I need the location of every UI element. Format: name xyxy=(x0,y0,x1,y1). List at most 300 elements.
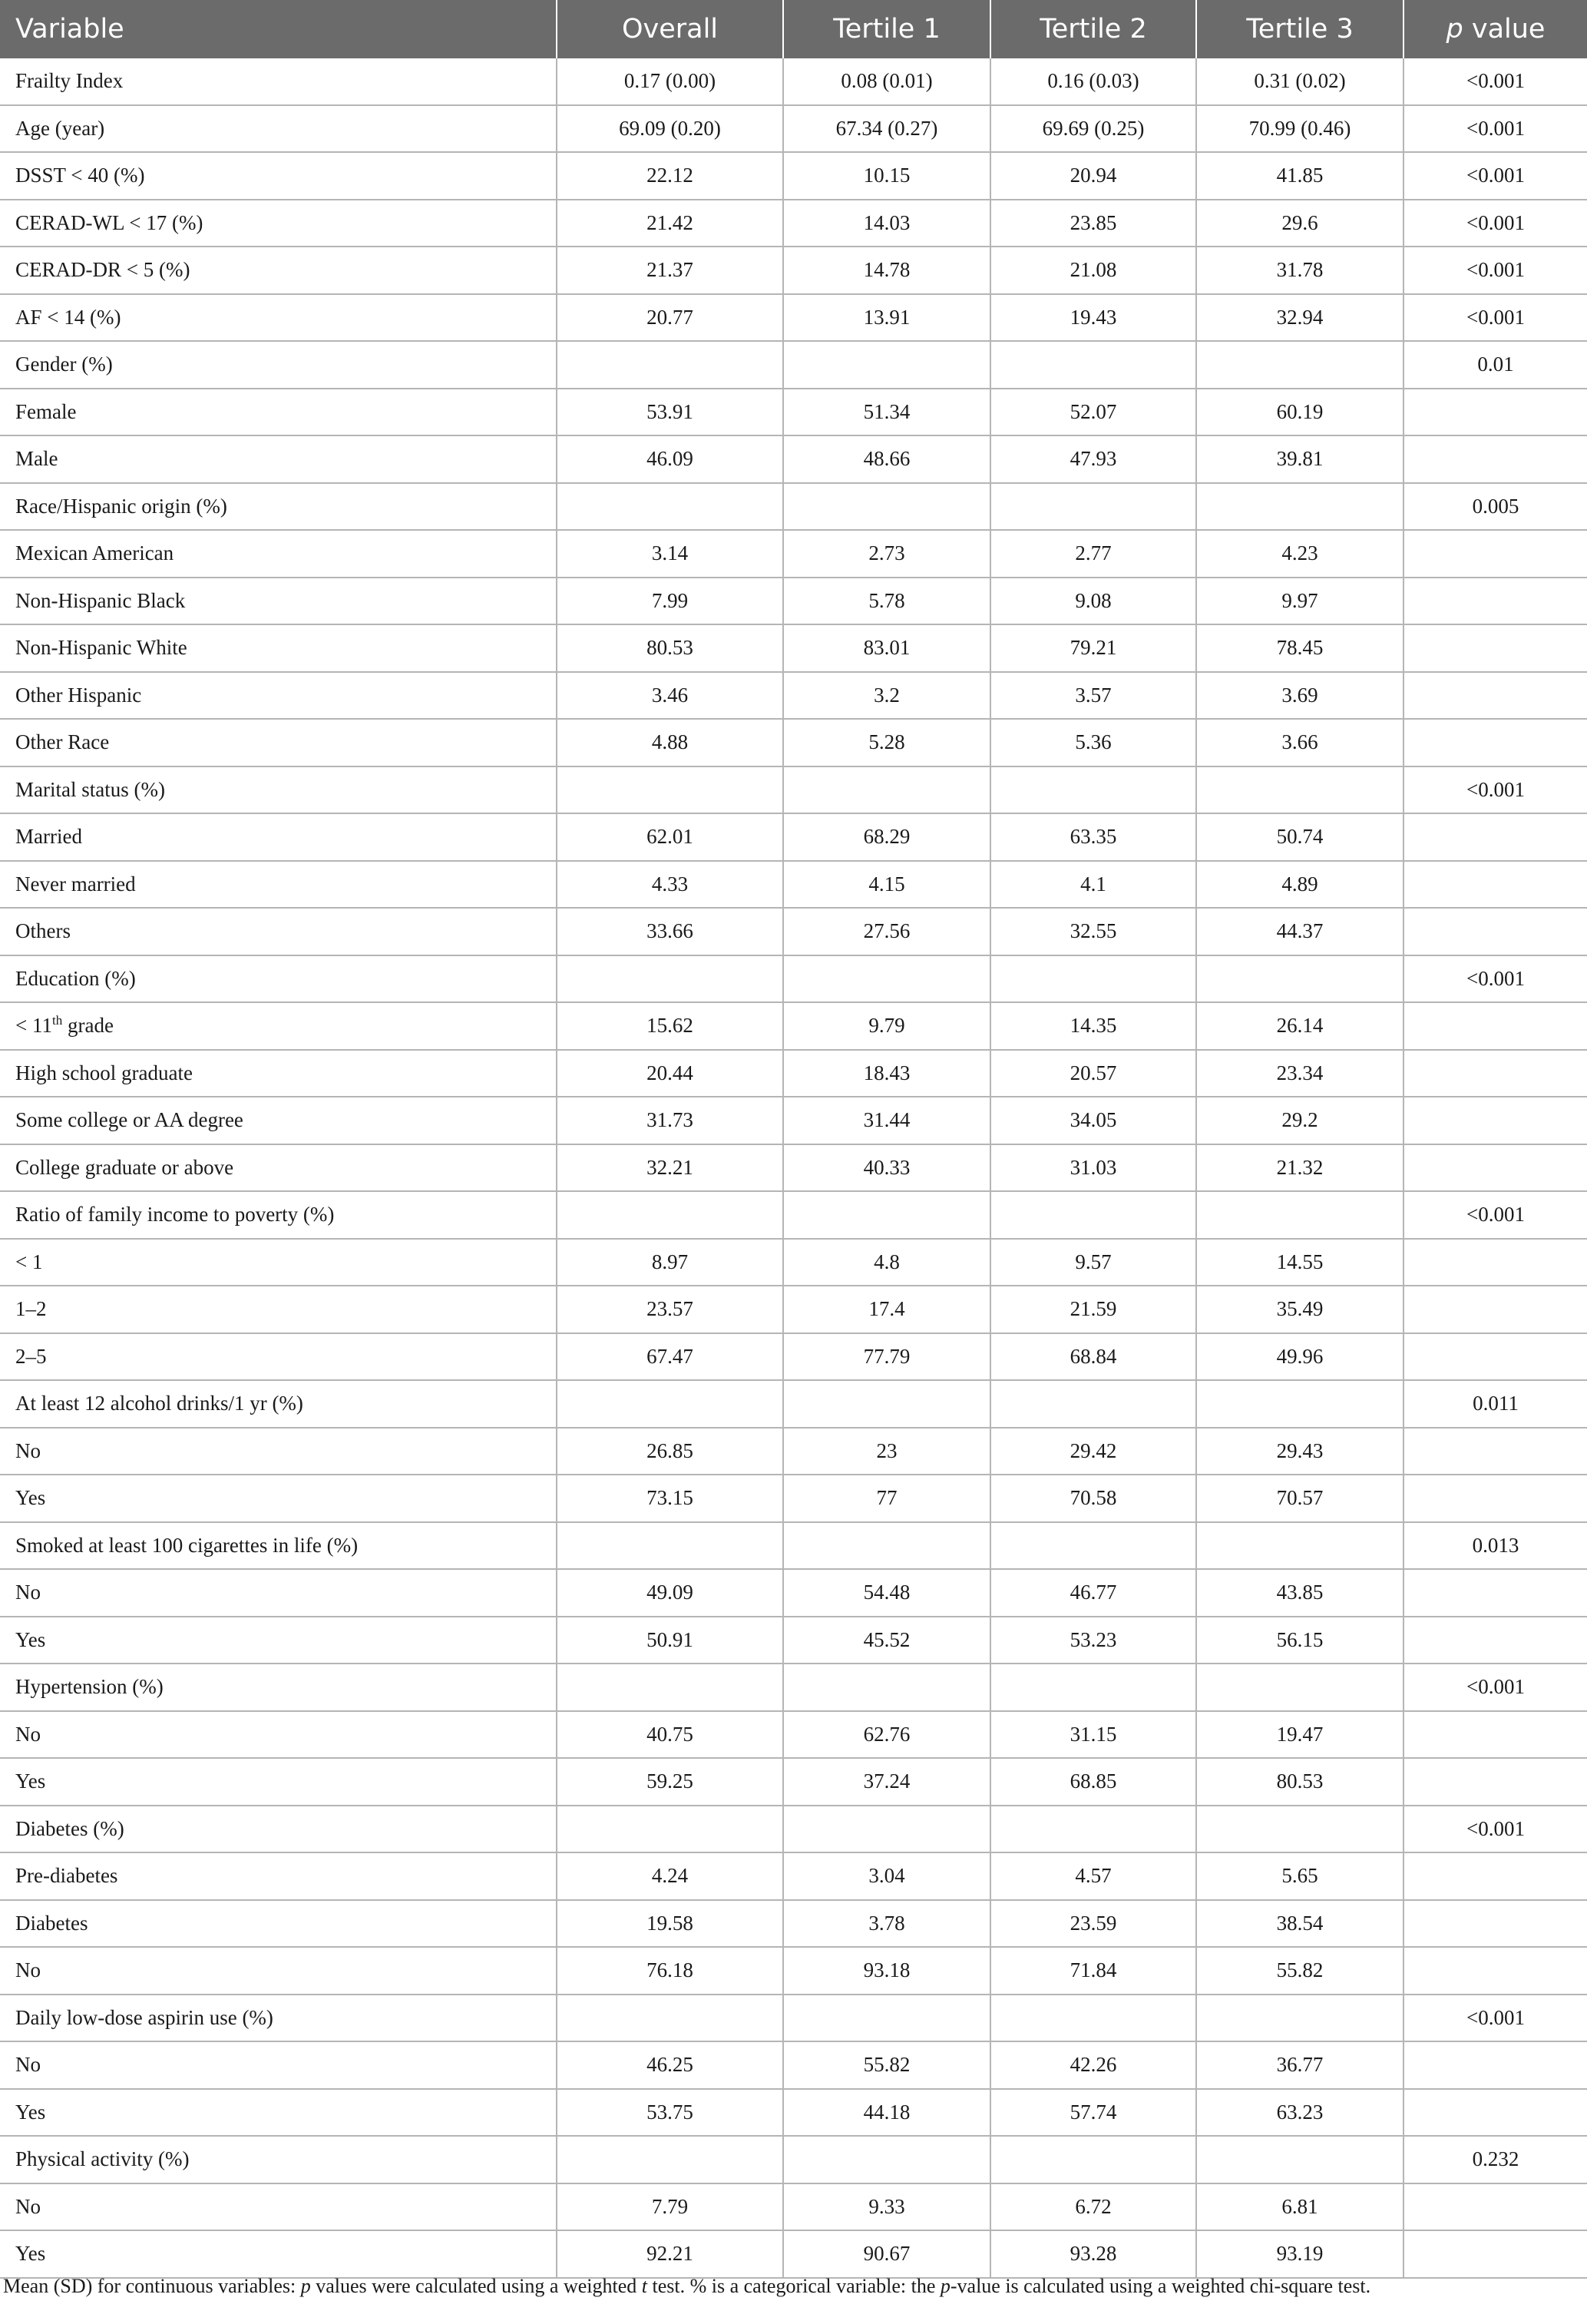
cell-p-value xyxy=(1404,813,1587,861)
cell-tertile-2: 20.94 xyxy=(990,152,1196,200)
cell-p-value xyxy=(1404,389,1587,436)
cell-p-value: <0.001 xyxy=(1404,1191,1587,1239)
cell-p-value xyxy=(1404,1144,1587,1192)
cell-overall xyxy=(557,766,783,814)
table-row xyxy=(0,58,1587,105)
cell-tertile-1: 55.82 xyxy=(783,2041,990,2089)
cell-tertile-2: 79.21 xyxy=(990,624,1196,672)
table-row xyxy=(0,152,1587,200)
cell-tertile-2: 69.69 (0.25) xyxy=(990,105,1196,153)
table-row xyxy=(0,1333,1587,1381)
cell-overall xyxy=(557,483,783,531)
cell-p-value xyxy=(1404,1239,1587,1286)
cell-variable xyxy=(0,624,557,672)
cell-tertile-2: 34.05 xyxy=(990,1097,1196,1144)
variable-label: < 1 xyxy=(15,1250,43,1273)
cell-tertile-1: 27.56 xyxy=(783,908,990,955)
cell-tertile-2: 4.1 xyxy=(990,861,1196,909)
cell-variable xyxy=(0,1286,557,1333)
cell-tertile-1: 3.04 xyxy=(783,1852,990,1900)
cell-tertile-3: 41.85 xyxy=(1196,152,1404,200)
cell-tertile-1: 62.76 xyxy=(783,1711,990,1759)
variable-label: Frailty Index xyxy=(15,69,124,93)
cell-overall xyxy=(557,1522,783,1570)
variable-label: Marital status (%) xyxy=(15,777,165,801)
cell-tertile-2: 68.84 xyxy=(990,1333,1196,1381)
variable-label: CERAD-DR < 5 (%) xyxy=(15,258,190,282)
cell-overall: 53.75 xyxy=(557,2089,783,2137)
cell-p-value: <0.001 xyxy=(1404,766,1587,814)
variable-label: Yes xyxy=(15,1486,46,1510)
table-row xyxy=(0,578,1587,625)
cell-variable xyxy=(0,247,557,294)
cell-variable xyxy=(0,1097,557,1144)
variable-label-suffix: grade xyxy=(62,1014,114,1038)
variable-label: CERAD-WL < 17 (%) xyxy=(15,210,203,234)
cell-tertile-2: 21.59 xyxy=(990,1286,1196,1333)
cell-overall: 4.24 xyxy=(557,1852,783,1900)
cell-variable xyxy=(0,1947,557,1995)
table-row xyxy=(0,1711,1587,1759)
table-row xyxy=(0,1239,1587,1286)
cell-p-value xyxy=(1404,2183,1587,2231)
cell-overall: 69.09 (0.20) xyxy=(557,105,783,153)
table-row xyxy=(0,2136,1587,2183)
table-row xyxy=(0,955,1587,1003)
cell-tertile-3: 14.55 xyxy=(1196,1239,1404,1286)
variable-label: 1–2 xyxy=(15,1297,47,1321)
cell-overall: 80.53 xyxy=(557,624,783,672)
table-row xyxy=(0,1428,1587,1475)
cell-tertile-1: 90.67 xyxy=(783,2230,990,2278)
cell-p-value xyxy=(1404,1617,1587,1664)
cell-tertile-3: 70.99 (0.46) xyxy=(1196,105,1404,153)
cell-tertile-2: 2.77 xyxy=(990,530,1196,578)
cell-overall: 19.58 xyxy=(557,1900,783,1948)
cell-tertile-2: 23.85 xyxy=(990,200,1196,247)
cell-variable xyxy=(0,105,557,153)
table-body xyxy=(0,58,1587,2278)
header-tertile-2: Tertile 2 xyxy=(990,0,1196,58)
cell-tertile-3: 56.15 xyxy=(1196,1617,1404,1664)
cell-variable xyxy=(0,1239,557,1286)
cell-p-value xyxy=(1404,435,1587,483)
cell-tertile-1 xyxy=(783,766,990,814)
footnote-part-2: values were calculated using a weighted xyxy=(310,2275,642,2297)
cell-tertile-3: 50.74 xyxy=(1196,813,1404,861)
cell-overall: 32.21 xyxy=(557,1144,783,1192)
table-row xyxy=(0,861,1587,909)
cell-tertile-2 xyxy=(990,1380,1196,1428)
footnote-part-4: -value is calculated using a weighted chi-square test. xyxy=(950,2275,1371,2297)
cell-tertile-2: 9.57 xyxy=(990,1239,1196,1286)
header-p-value xyxy=(1404,0,1587,58)
table-row xyxy=(0,200,1587,247)
cell-p-value xyxy=(1404,861,1587,909)
cell-tertile-2: 4.57 xyxy=(990,1852,1196,1900)
cell-overall: 21.37 xyxy=(557,247,783,294)
cell-overall: 3.14 xyxy=(557,530,783,578)
table-row xyxy=(0,1097,1587,1144)
cell-tertile-1 xyxy=(783,955,990,1003)
variable-label: Other Hispanic xyxy=(15,683,142,707)
cell-p-value xyxy=(1404,1947,1587,1995)
variable-label: < 11 xyxy=(15,1014,52,1038)
table-row xyxy=(0,908,1587,955)
cell-overall xyxy=(557,1191,783,1239)
cell-variable xyxy=(0,294,557,342)
cell-tertile-3 xyxy=(1196,1380,1404,1428)
cell-p-value xyxy=(1404,672,1587,720)
cell-tertile-3: 44.37 xyxy=(1196,908,1404,955)
cell-tertile-1: 2.73 xyxy=(783,530,990,578)
cell-variable xyxy=(0,1758,557,1806)
cell-tertile-2 xyxy=(990,766,1196,814)
cell-p-value xyxy=(1404,1475,1587,1522)
cell-variable xyxy=(0,672,557,720)
cell-tertile-3: 39.81 xyxy=(1196,435,1404,483)
cell-overall: 15.62 xyxy=(557,1002,783,1050)
cell-overall: 59.25 xyxy=(557,1758,783,1806)
cell-tertile-3: 60.19 xyxy=(1196,389,1404,436)
cell-tertile-1: 13.91 xyxy=(783,294,990,342)
cell-tertile-1: 54.48 xyxy=(783,1569,990,1617)
cell-tertile-3 xyxy=(1196,1995,1404,2042)
variable-label: Hypertension (%) xyxy=(15,1675,164,1699)
table-footnote xyxy=(0,2275,1587,2298)
cell-p-value xyxy=(1404,2041,1587,2089)
cell-tertile-2 xyxy=(990,1806,1196,1853)
cell-tertile-2: 70.58 xyxy=(990,1475,1196,1522)
cell-tertile-2: 93.28 xyxy=(990,2230,1196,2278)
cell-tertile-3: 3.66 xyxy=(1196,719,1404,766)
variable-label: Daily low-dose aspirin use (%) xyxy=(15,2005,273,2029)
table-row xyxy=(0,1758,1587,1806)
cell-variable xyxy=(0,2183,557,2231)
cell-tertile-2 xyxy=(990,955,1196,1003)
cell-tertile-2: 57.74 xyxy=(990,2089,1196,2137)
cell-overall: 62.01 xyxy=(557,813,783,861)
table-row xyxy=(0,2183,1587,2231)
cell-p-value xyxy=(1404,578,1587,625)
cell-tertile-1: 14.03 xyxy=(783,200,990,247)
cell-tertile-1: 44.18 xyxy=(783,2089,990,2137)
header-tertile-3: Tertile 3 xyxy=(1196,0,1404,58)
cell-tertile-3: 43.85 xyxy=(1196,1569,1404,1617)
cell-tertile-2: 19.43 xyxy=(990,294,1196,342)
variable-label: Yes xyxy=(15,2242,46,2266)
cell-p-value: 0.01 xyxy=(1404,341,1587,389)
cell-overall: 0.17 (0.00) xyxy=(557,58,783,105)
cell-p-value: <0.001 xyxy=(1404,152,1587,200)
cell-tertile-3: 9.97 xyxy=(1196,578,1404,625)
cell-overall: 53.91 xyxy=(557,389,783,436)
cell-tertile-1: 23 xyxy=(783,1428,990,1475)
cell-tertile-3: 63.23 xyxy=(1196,2089,1404,2137)
cell-variable xyxy=(0,389,557,436)
cell-tertile-2: 68.85 xyxy=(990,1758,1196,1806)
cell-variable xyxy=(0,1380,557,1428)
cell-p-value xyxy=(1404,1333,1587,1381)
cell-tertile-3: 55.82 xyxy=(1196,1947,1404,1995)
cell-tertile-2: 21.08 xyxy=(990,247,1196,294)
cell-tertile-1: 77 xyxy=(783,1475,990,1522)
cell-tertile-3: 93.19 xyxy=(1196,2230,1404,2278)
table-row xyxy=(0,1617,1587,1664)
cell-tertile-1: 5.28 xyxy=(783,719,990,766)
cell-overall: 23.57 xyxy=(557,1286,783,1333)
cell-tertile-2 xyxy=(990,341,1196,389)
cell-variable xyxy=(0,341,557,389)
cell-variable xyxy=(0,719,557,766)
cell-tertile-1: 3.78 xyxy=(783,1900,990,1948)
cell-overall: 4.88 xyxy=(557,719,783,766)
variable-label: No xyxy=(15,2194,41,2218)
cell-tertile-1 xyxy=(783,2136,990,2183)
header-overall: Overall xyxy=(557,0,783,58)
variable-label: No xyxy=(15,1722,41,1746)
cell-tertile-3: 29.6 xyxy=(1196,200,1404,247)
table-row xyxy=(0,1569,1587,1617)
table-row xyxy=(0,1664,1587,1711)
cell-p-value: <0.001 xyxy=(1404,200,1587,247)
variable-label: Female xyxy=(15,399,77,423)
cell-tertile-3: 36.77 xyxy=(1196,2041,1404,2089)
table-row xyxy=(0,105,1587,153)
cell-variable xyxy=(0,2136,557,2183)
cell-overall: 26.85 xyxy=(557,1428,783,1475)
cell-variable xyxy=(0,152,557,200)
cell-tertile-3 xyxy=(1196,341,1404,389)
table-row xyxy=(0,672,1587,720)
cell-variable xyxy=(0,1475,557,1522)
variable-label: DSST < 40 (%) xyxy=(15,164,145,187)
table-row xyxy=(0,1852,1587,1900)
table-row xyxy=(0,1522,1587,1570)
cell-tertile-3: 80.53 xyxy=(1196,1758,1404,1806)
cell-tertile-1 xyxy=(783,341,990,389)
cell-tertile-3: 49.96 xyxy=(1196,1333,1404,1381)
cell-tertile-3: 4.89 xyxy=(1196,861,1404,909)
table-row xyxy=(0,389,1587,436)
cell-variable xyxy=(0,908,557,955)
cell-tertile-2 xyxy=(990,1664,1196,1711)
cell-p-value xyxy=(1404,1050,1587,1097)
cell-variable xyxy=(0,1900,557,1948)
cell-tertile-3 xyxy=(1196,483,1404,531)
variable-label: At least 12 alcohol drinks/1 yr (%) xyxy=(15,1392,303,1415)
cell-overall: 46.09 xyxy=(557,435,783,483)
footnote-t-italic: t xyxy=(641,2275,647,2297)
cell-tertile-1: 17.4 xyxy=(783,1286,990,1333)
table-row xyxy=(0,341,1587,389)
table-row xyxy=(0,247,1587,294)
cell-tertile-2: 53.23 xyxy=(990,1617,1196,1664)
cell-p-value xyxy=(1404,1002,1587,1050)
cell-p-value xyxy=(1404,2230,1587,2278)
table-row xyxy=(0,1947,1587,1995)
cell-p-value: <0.001 xyxy=(1404,955,1587,1003)
variable-label: Race/Hispanic origin (%) xyxy=(15,494,227,518)
variable-label: Other Race xyxy=(15,730,110,754)
cell-tertile-2 xyxy=(990,1522,1196,1570)
cell-variable xyxy=(0,1428,557,1475)
table-row xyxy=(0,719,1587,766)
footnote-part-3: test. % is a categorical variable: the xyxy=(646,2275,941,2297)
table-row xyxy=(0,294,1587,342)
cell-tertile-1: 3.2 xyxy=(783,672,990,720)
cell-tertile-2: 6.72 xyxy=(990,2183,1196,2231)
cell-tertile-1 xyxy=(783,483,990,531)
cell-tertile-1: 14.78 xyxy=(783,247,990,294)
cell-tertile-1: 67.34 (0.27) xyxy=(783,105,990,153)
variable-label: Never married xyxy=(15,872,136,896)
cell-tertile-1: 4.15 xyxy=(783,861,990,909)
cell-p-value xyxy=(1404,624,1587,672)
variable-label: Married xyxy=(15,825,82,849)
table-row xyxy=(0,766,1587,814)
cell-overall xyxy=(557,341,783,389)
cell-tertile-3: 3.69 xyxy=(1196,672,1404,720)
cell-tertile-1: 0.08 (0.01) xyxy=(783,58,990,105)
cell-tertile-1: 18.43 xyxy=(783,1050,990,1097)
variable-label: Non-Hispanic White xyxy=(15,636,187,660)
cell-tertile-2: 46.77 xyxy=(990,1569,1196,1617)
cell-variable xyxy=(0,483,557,531)
cell-overall xyxy=(557,1806,783,1853)
table-row xyxy=(0,1286,1587,1333)
cell-variable xyxy=(0,1617,557,1664)
cell-tertile-3: 78.45 xyxy=(1196,624,1404,672)
cell-tertile-2: 63.35 xyxy=(990,813,1196,861)
cell-overall: 20.77 xyxy=(557,294,783,342)
cell-variable xyxy=(0,2089,557,2137)
cell-overall: 67.47 xyxy=(557,1333,783,1381)
variable-label: No xyxy=(15,1958,41,1982)
cell-tertile-3: 21.32 xyxy=(1196,1144,1404,1192)
cell-variable xyxy=(0,1995,557,2042)
cell-p-value xyxy=(1404,1900,1587,1948)
variable-label: Pre-diabetes xyxy=(15,1864,118,1888)
table-row xyxy=(0,624,1587,672)
variable-label: Gender (%) xyxy=(15,353,113,376)
variable-label: Physical activity (%) xyxy=(15,2147,190,2171)
cell-p-value: <0.001 xyxy=(1404,105,1587,153)
variable-label: College graduate or above xyxy=(15,1155,234,1179)
cell-tertile-2: 20.57 xyxy=(990,1050,1196,1097)
cell-tertile-2: 0.16 (0.03) xyxy=(990,58,1196,105)
cell-tertile-3 xyxy=(1196,1806,1404,1853)
cell-tertile-2: 5.36 xyxy=(990,719,1196,766)
cell-overall xyxy=(557,1380,783,1428)
header-p-rest: value xyxy=(1463,14,1546,45)
variable-label: AF < 14 (%) xyxy=(15,305,121,329)
footnote-p-italic-1: p xyxy=(300,2275,311,2297)
cell-tertile-2: 9.08 xyxy=(990,578,1196,625)
cell-p-value xyxy=(1404,1569,1587,1617)
cell-p-value: 0.013 xyxy=(1404,1522,1587,1570)
cell-tertile-3: 29.43 xyxy=(1196,1428,1404,1475)
cell-tertile-3: 5.65 xyxy=(1196,1852,1404,1900)
cell-p-value: <0.001 xyxy=(1404,247,1587,294)
cell-tertile-1: 4.8 xyxy=(783,1239,990,1286)
table-row xyxy=(0,435,1587,483)
table-row xyxy=(0,1475,1587,1522)
cell-tertile-2 xyxy=(990,1191,1196,1239)
cell-tertile-1 xyxy=(783,1380,990,1428)
variable-label: Age (year) xyxy=(15,116,105,140)
cell-tertile-2: 47.93 xyxy=(990,435,1196,483)
cell-tertile-1 xyxy=(783,1664,990,1711)
cell-tertile-1: 51.34 xyxy=(783,389,990,436)
cell-tertile-3: 29.2 xyxy=(1196,1097,1404,1144)
table-row xyxy=(0,1380,1587,1428)
cell-overall xyxy=(557,1995,783,2042)
variable-label: Some college or AA degree xyxy=(15,1108,243,1132)
cell-tertile-1: 9.79 xyxy=(783,1002,990,1050)
variable-label: Education (%) xyxy=(15,966,136,990)
cell-tertile-1: 10.15 xyxy=(783,152,990,200)
header-p-italic: p xyxy=(1446,14,1463,45)
cell-tertile-1: 68.29 xyxy=(783,813,990,861)
table-row xyxy=(0,1144,1587,1192)
cell-tertile-2 xyxy=(990,483,1196,531)
cell-p-value: 0.232 xyxy=(1404,2136,1587,2183)
cell-tertile-1 xyxy=(783,1806,990,1853)
cell-tertile-1 xyxy=(783,1995,990,2042)
cell-tertile-2: 14.35 xyxy=(990,1002,1196,1050)
cell-variable xyxy=(0,2041,557,2089)
cell-tertile-2: 31.15 xyxy=(990,1711,1196,1759)
cell-variable xyxy=(0,1852,557,1900)
cell-tertile-3 xyxy=(1196,1664,1404,1711)
cell-variable xyxy=(0,1191,557,1239)
cell-p-value xyxy=(1404,530,1587,578)
cell-tertile-1: 77.79 xyxy=(783,1333,990,1381)
cell-overall: 7.79 xyxy=(557,2183,783,2231)
table-row xyxy=(0,1806,1587,1853)
cell-overall: 22.12 xyxy=(557,152,783,200)
cell-p-value xyxy=(1404,1711,1587,1759)
cell-overall: 4.33 xyxy=(557,861,783,909)
cell-variable xyxy=(0,1711,557,1759)
cell-tertile-1: 31.44 xyxy=(783,1097,990,1144)
cell-overall: 40.75 xyxy=(557,1711,783,1759)
cell-tertile-1: 48.66 xyxy=(783,435,990,483)
cell-overall: 92.21 xyxy=(557,2230,783,2278)
cell-variable xyxy=(0,1002,557,1050)
cell-tertile-3: 23.34 xyxy=(1196,1050,1404,1097)
table-row xyxy=(0,1995,1587,2042)
variable-label: Ratio of family income to poverty (%) xyxy=(15,1203,335,1227)
cell-tertile-1 xyxy=(783,1522,990,1570)
cell-variable xyxy=(0,1144,557,1192)
cell-p-value: <0.001 xyxy=(1404,1806,1587,1853)
variable-label: Diabetes xyxy=(15,1911,88,1935)
cell-tertile-1: 83.01 xyxy=(783,624,990,672)
variable-label-superscript: th xyxy=(51,1013,63,1028)
variable-label: High school graduate xyxy=(15,1061,193,1084)
cell-tertile-2 xyxy=(990,2136,1196,2183)
cell-tertile-3 xyxy=(1196,1522,1404,1570)
table-row xyxy=(0,483,1587,531)
variable-label: 2–5 xyxy=(15,1344,47,1368)
cell-variable xyxy=(0,1664,557,1711)
cell-tertile-3: 19.47 xyxy=(1196,1711,1404,1759)
variable-label: Others xyxy=(15,919,71,943)
table-row xyxy=(0,1050,1587,1097)
cell-tertile-2: 23.59 xyxy=(990,1900,1196,1948)
